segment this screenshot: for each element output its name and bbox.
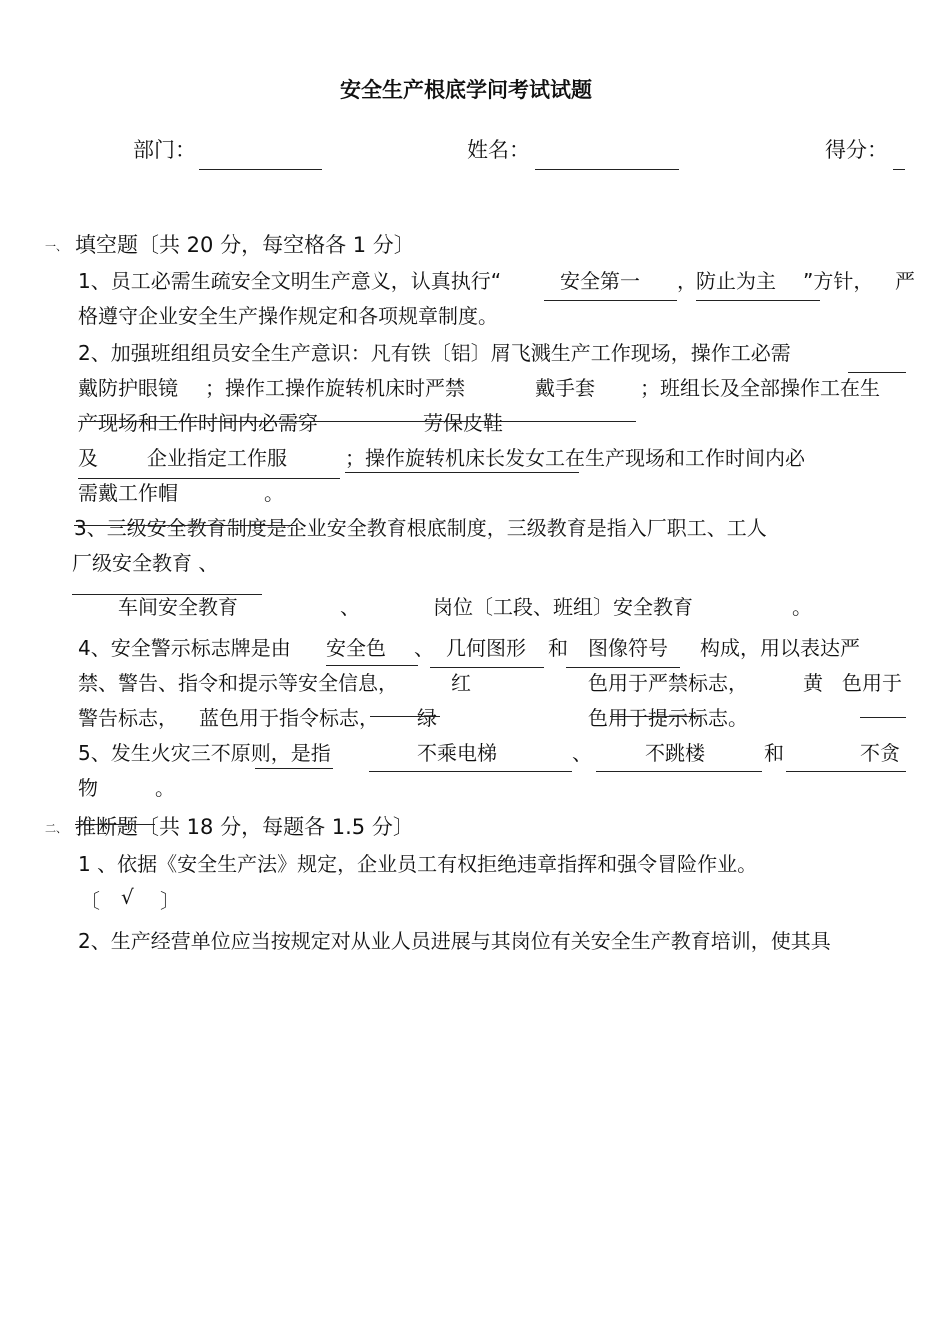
- q1-answer-2: 防止为主: [696, 269, 776, 293]
- q4-sep: 、: [414, 636, 434, 660]
- q4-line2-text: 禁、警告、指令和提示等安全信息，: [78, 671, 398, 695]
- s2-q1-left-bracket: 〔: [80, 889, 100, 913]
- q5-sep: 、: [572, 741, 592, 765]
- q4-answer-1: 安全色: [326, 636, 386, 660]
- q2-line2-text: ；操作工操作旋转机床时严禁: [205, 376, 465, 400]
- q2-answer-5: 需戴工作帽: [78, 481, 178, 505]
- q5-blank-2[interactable]: [596, 771, 762, 772]
- q4-prefix: 4、安全警示标志牌是由: [78, 636, 291, 660]
- q2-line4-and: 及: [78, 446, 98, 470]
- q5-answer-3-tail: 物: [78, 776, 98, 800]
- q1-blank-2[interactable]: [696, 300, 820, 301]
- q4-strike-line-2: [610, 716, 700, 717]
- q2-line1: 2、加强班组组员安全生产意识：凡有铁〔铝〕屑飞溅生产工作现场，操作工必需: [78, 341, 791, 365]
- q4-blank-8[interactable]: [860, 717, 906, 718]
- q5-blank-3[interactable]: [786, 771, 906, 772]
- q4-line2-mid: 色用于严禁标志，: [588, 671, 748, 695]
- q1-comma: ，: [677, 269, 697, 293]
- section2-number: 二、: [45, 822, 67, 835]
- q3-line2: 厂级安全教育 、: [72, 551, 219, 575]
- q4-answer-7: 绿: [417, 706, 437, 730]
- q2-line2-tail: ；班组长及全部操作工在生: [640, 376, 880, 400]
- q4-answer-5: 黄: [803, 671, 823, 695]
- q3-answer-1: 车间安全教育: [118, 595, 238, 619]
- q5-period: 。: [155, 776, 175, 800]
- s2-q1-answer: √: [121, 885, 134, 909]
- q5-answer-2: 不跳楼: [645, 741, 705, 765]
- q4-answer-2: 几何图形: [446, 636, 526, 660]
- q3-answer-2: 岗位〔工段、班组〕安全教育: [433, 595, 693, 619]
- q5-underline-principle: [255, 768, 333, 769]
- dept-label: 部门：: [133, 138, 196, 162]
- q4-answer-6: 蓝色用于指令标志，: [199, 706, 379, 730]
- q5-blank-1[interactable]: [369, 771, 572, 772]
- q3-sep: 、: [340, 595, 360, 619]
- q4-line3-text: 警告标志，: [78, 706, 178, 730]
- page-title: 安全生产根底学问考试试题: [340, 78, 592, 102]
- q3-line1: 3、三级安全教育制度是企业安全教育根底制度，三级教育是指入厂职工、工人: [74, 516, 767, 540]
- section2-title: 推断题〔共 18 分，每题各 1.5 分〕: [75, 815, 414, 839]
- q5-and: 和: [764, 741, 784, 765]
- q4-line1-tail: 构成，用以表达严: [700, 636, 860, 660]
- q3-strike-line: [74, 525, 296, 526]
- q3-period: 。: [792, 595, 812, 619]
- section1-number: 一、: [45, 240, 67, 253]
- q4-blank-1[interactable]: [326, 665, 418, 666]
- section2-strike-line: [75, 824, 155, 825]
- q2-line3-text: 产现场和工作时间内必需穿: [78, 411, 318, 435]
- q4-strike-line: [370, 716, 440, 717]
- q2-answer-4: 企业指定工作服: [147, 446, 287, 470]
- q2-answer-1: 戴防护眼镜: [78, 376, 178, 400]
- q4-line2-tail: 色用于: [842, 671, 902, 695]
- s2-q1-text: 1 、依据《安全生产法》规定，企业员工有权拒绝违章指挥和强令冒险作业。: [78, 852, 758, 876]
- q4-answer-4: 红: [451, 671, 471, 695]
- q1-suffix: ”方针，: [803, 269, 874, 293]
- q2-blank-4[interactable]: [345, 472, 579, 473]
- q2-answer-2: 戴手套: [535, 376, 595, 400]
- q5-answer-1: 不乘电梯: [417, 741, 497, 765]
- q1-line2: 格遵守企业安全生产操作规定和各项规章制度。: [78, 304, 498, 328]
- score-field-line[interactable]: [893, 169, 905, 170]
- name-field-line[interactable]: [535, 169, 679, 170]
- q4-blank-2[interactable]: [430, 667, 544, 668]
- s2-q2-text: 2、生产经营单位应当按规定对从业人员进展与其岗位有关安全生产教育培训，使其具: [78, 929, 831, 953]
- s2-q1-right-bracket: 〕: [160, 889, 180, 913]
- section1-title: 填空题〔共 20 分，每空格各 1 分〕: [75, 233, 415, 257]
- score-label: 得分：: [825, 138, 888, 162]
- q2-answer-3: 劳保皮鞋: [423, 411, 503, 435]
- q2-period: 。: [264, 481, 284, 505]
- q4-and: 和: [548, 636, 568, 660]
- q2-overline: [848, 372, 906, 373]
- q4-answer-3: 图像符号: [588, 636, 668, 660]
- q1-prefix: 1、员工必需生疏安全文明生产意义，认真执行“: [78, 269, 502, 293]
- q4-line3-tail: 色用于提示标志。: [588, 706, 748, 730]
- q5-prefix: 5、发生火灾三不原则，是指: [78, 741, 331, 765]
- q2-strike-line: [78, 421, 636, 422]
- name-label: 姓名：: [467, 138, 530, 162]
- q2-line4-text: ；操作旋转机床长发女工在生产现场和工作时间内必: [345, 446, 805, 470]
- dept-field-line[interactable]: [199, 169, 322, 170]
- q1-end: 严: [895, 269, 915, 293]
- q1-answer-1: 安全第一: [560, 269, 640, 293]
- q1-blank-1[interactable]: [544, 300, 677, 301]
- q5-answer-3: 不贪: [860, 741, 900, 765]
